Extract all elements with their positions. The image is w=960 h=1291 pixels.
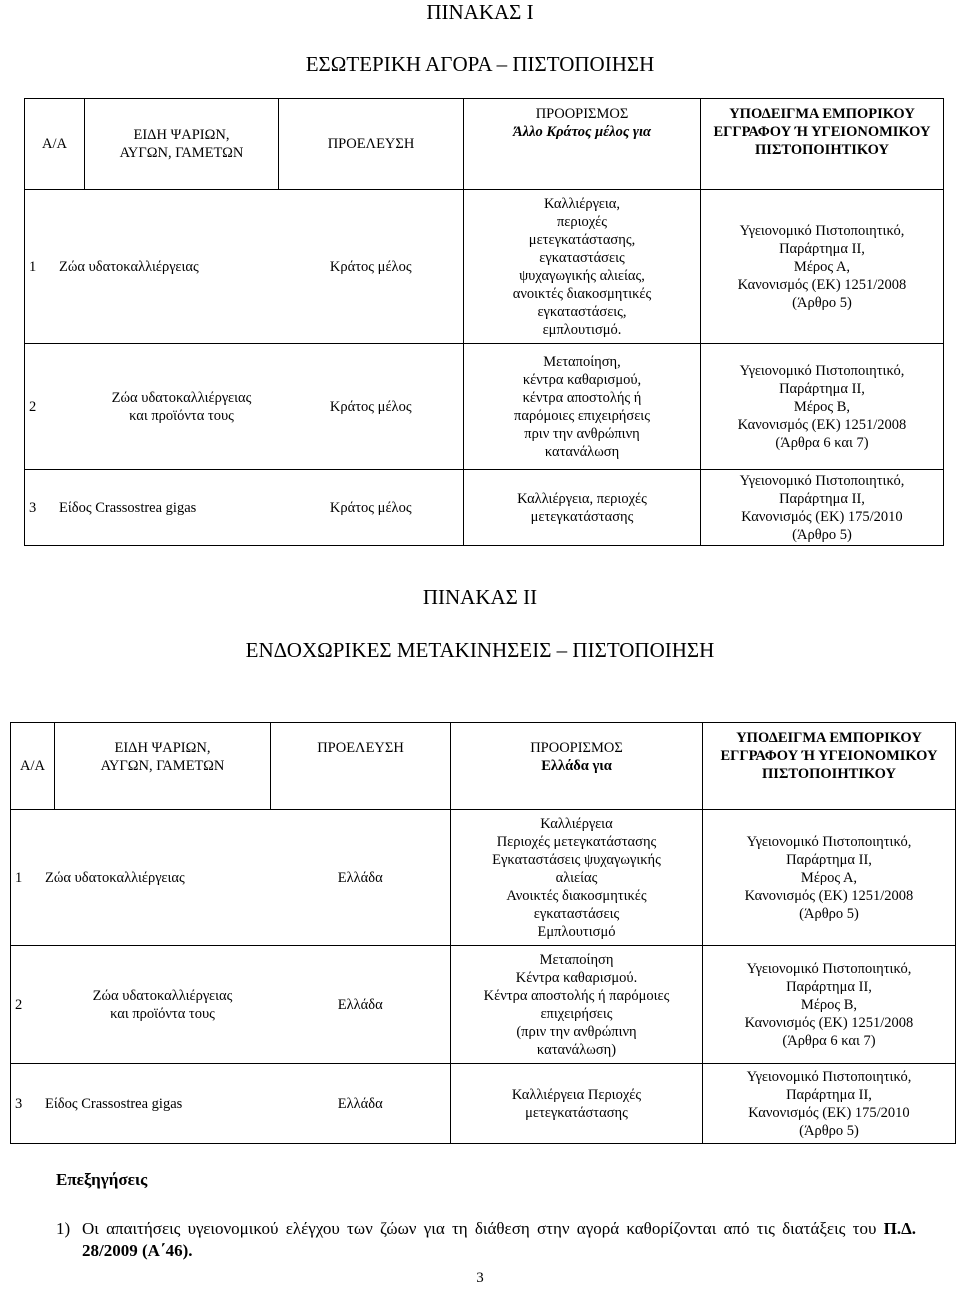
row-species: 1 Ζώα υδατοκαλλιέργειας (11, 810, 271, 946)
row-certificate: Υγειονομικό Πιστοποιητικό, Παράρτημα ΙΙ, Κανονισμός (ΕΚ) 175/2010 (Άρθρο 5) (701, 470, 944, 546)
row-number: 2 (25, 344, 85, 470)
row-certificate: Υγειονομικό Πιστοποιητικό, Παράρτημα ΙΙ, Μέρος Α, Κανονισμός (ΕΚ) 1251/2008 (Άρθρο 5) (701, 190, 944, 344)
header-destination: ΠΡΟΟΡΙΣΜΟΣ Άλλο Κράτος μέλος για (464, 99, 701, 190)
row-destination: Μεταποίηση Κέντρα καθαρισμού. Κέντρα αποστολής ή παρόμοιες επιχειρήσεις (πριν την ανθρώπινη κατανάλωση) (451, 946, 703, 1064)
row-origin: Ελλάδα (271, 1064, 451, 1144)
table-row (11, 810, 956, 946)
note-item (56, 1218, 916, 1262)
header-origin: ΠΡΟΕΛΕΥΣΗ (279, 99, 464, 190)
row-destination: Μεταποίηση, κέντρα καθαρισμού, κέντρα αποστολής ή παρόμοιες επιχειρήσεις πριν την ανθρώπινη κατανάλωση (464, 344, 701, 470)
row-origin: Κράτος μέλος (279, 190, 464, 344)
table-row (25, 470, 944, 546)
header-certificate: ΥΠΟΔΕΙΓΜΑ ΕΜΠΟΡΙΚΟΥ ΕΓΓΡΑΦΟΥ Ή ΥΓΕΙΟΝΟΜΙΚΟΥ ΠΙΣΤΟΠΟΙΗΤΙΚΟΥ (701, 99, 944, 190)
row-certificate: Υγειονομικό Πιστοποιητικό, Παράρτημα ΙΙ, Κανονισμός (ΕΚ) 175/2010 (Άρθρο 5) (703, 1064, 956, 1144)
row-number: 2 (11, 946, 55, 1064)
row-species: Ζώα υδατοκαλλιέργειας και προϊόντα τους (85, 344, 279, 470)
note-text: Οι απαιτήσεις υγειονομικού ελέγχου των ζώων για τη διάθεση στην αγορά καθορίζονται από τις διατάξεις του (82, 1219, 884, 1238)
table-row (11, 1064, 956, 1144)
row-species: Ζώα υδατοκαλλιέργειας και προϊόντα τους (55, 946, 271, 1064)
table1-title: ΠΙΝΑΚΑΣ I (426, 0, 534, 24)
row-certificate: Υγειονομικό Πιστοποιητικό, Παράρτημα ΙΙ, Μέρος Β, Κανονισμός (ΕΚ) 1251/2008 (Άρθρα 6 και 7) (703, 946, 956, 1064)
header-aa: Α/Α (11, 723, 55, 810)
header-aa: Α/Α (25, 99, 85, 190)
note-number: 1) (56, 1219, 71, 1238)
page-number: 3 (476, 1270, 484, 1286)
header-destination: ΠΡΟΟΡΙΣΜΟΣ Ελλάδα για (451, 723, 703, 810)
row-certificate: Υγειονομικό Πιστοποιητικό, Παράρτημα ΙΙ, Μέρος Β, Κανονισμός (ΕΚ) 1251/2008 (Άρθρα 6 και 7) (701, 344, 944, 470)
header-origin: ΠΡΟΕΛΕΥΣΗ (271, 723, 451, 810)
table-row (25, 344, 944, 470)
row-destination: Καλλιέργεια Περιοχές μετεγκατάστασης Εγκαταστάσεις ψυχαγωγικής αλιείας Ανοικτές διακοσμητικές εγκαταστάσεις Εμπλουτισμό (451, 810, 703, 946)
row-species: 3 Είδος Crassostrea gigas (25, 470, 279, 546)
row-origin: Κράτος μέλος (279, 470, 464, 546)
row-destination: Καλλιέργεια Περιοχές μετεγκατάστασης (451, 1064, 703, 1144)
row-destination: Καλλιέργεια, περιοχές μετεγκατάστασης (464, 470, 701, 546)
table-row (11, 946, 956, 1064)
table2-title: ΠΙΝΑΚΑΣ II (422, 585, 538, 609)
table2-subtitle: ΕΝΔΟΧΩΡΙΚΕΣ ΜΕΤΑΚΙΝΗΣΕΙΣ – ΠΙΣΤΟΠΟΙΗΣΗ (245, 638, 715, 662)
table1-subtitle: ΕΣΩΤΕΡΙΚΗ ΑΓΟΡΑ – ΠΙΣΤΟΠΟΙΗΣΗ (305, 52, 655, 76)
row-species: 1 Ζώα υδατοκαλλιέργειας (25, 190, 279, 344)
table1 (24, 98, 944, 546)
row-origin: Ελλάδα (271, 946, 451, 1064)
table1-header-row (25, 99, 944, 190)
row-species: 3 Είδος Crassostrea gigas (11, 1064, 271, 1144)
row-origin: Ελλάδα (271, 810, 451, 946)
row-certificate: Υγειονομικό Πιστοποιητικό, Παράρτημα ΙΙ, Μέρος Α, Κανονισμός (ΕΚ) 1251/2008 (Άρθρο 5) (703, 810, 956, 946)
notes-title: Επεξηγήσεις (56, 1170, 148, 1189)
row-destination: Καλλιέργεια, περιοχές μετεγκατάστασης, εγκαταστάσεις ψυχαγωγικής αλιείας, ανοικτές διακοσμητικές εγκαταστάσεις, εμπλουτισμό. (464, 190, 701, 344)
header-species: ΕΙΔΗ ΨΑΡΙΩΝ, ΑΥΓΩΝ, ΓΑΜΕΤΩΝ (55, 723, 271, 810)
header-certificate: ΥΠΟΔΕΙΓΜΑ ΕΜΠΟΡΙΚΟΥ ΕΓΓΡΑΦΟΥ Ή ΥΓΕΙΟΝΟΜΙΚΟΥ ΠΙΣΤΟΠΟΙΗΤΙΚΟΥ (703, 723, 956, 810)
header-species: ΕΙΔΗ ΨΑΡΙΩΝ, ΑΥΓΩΝ, ΓΑΜΕΤΩΝ (85, 99, 279, 190)
table2-header-row (11, 723, 956, 810)
note-bold-reference: Π.Δ. 28/2009 (Α΄46). (82, 1219, 916, 1260)
table-row (25, 190, 944, 344)
table2 (10, 722, 956, 1144)
row-origin: Κράτος μέλος (279, 344, 464, 470)
